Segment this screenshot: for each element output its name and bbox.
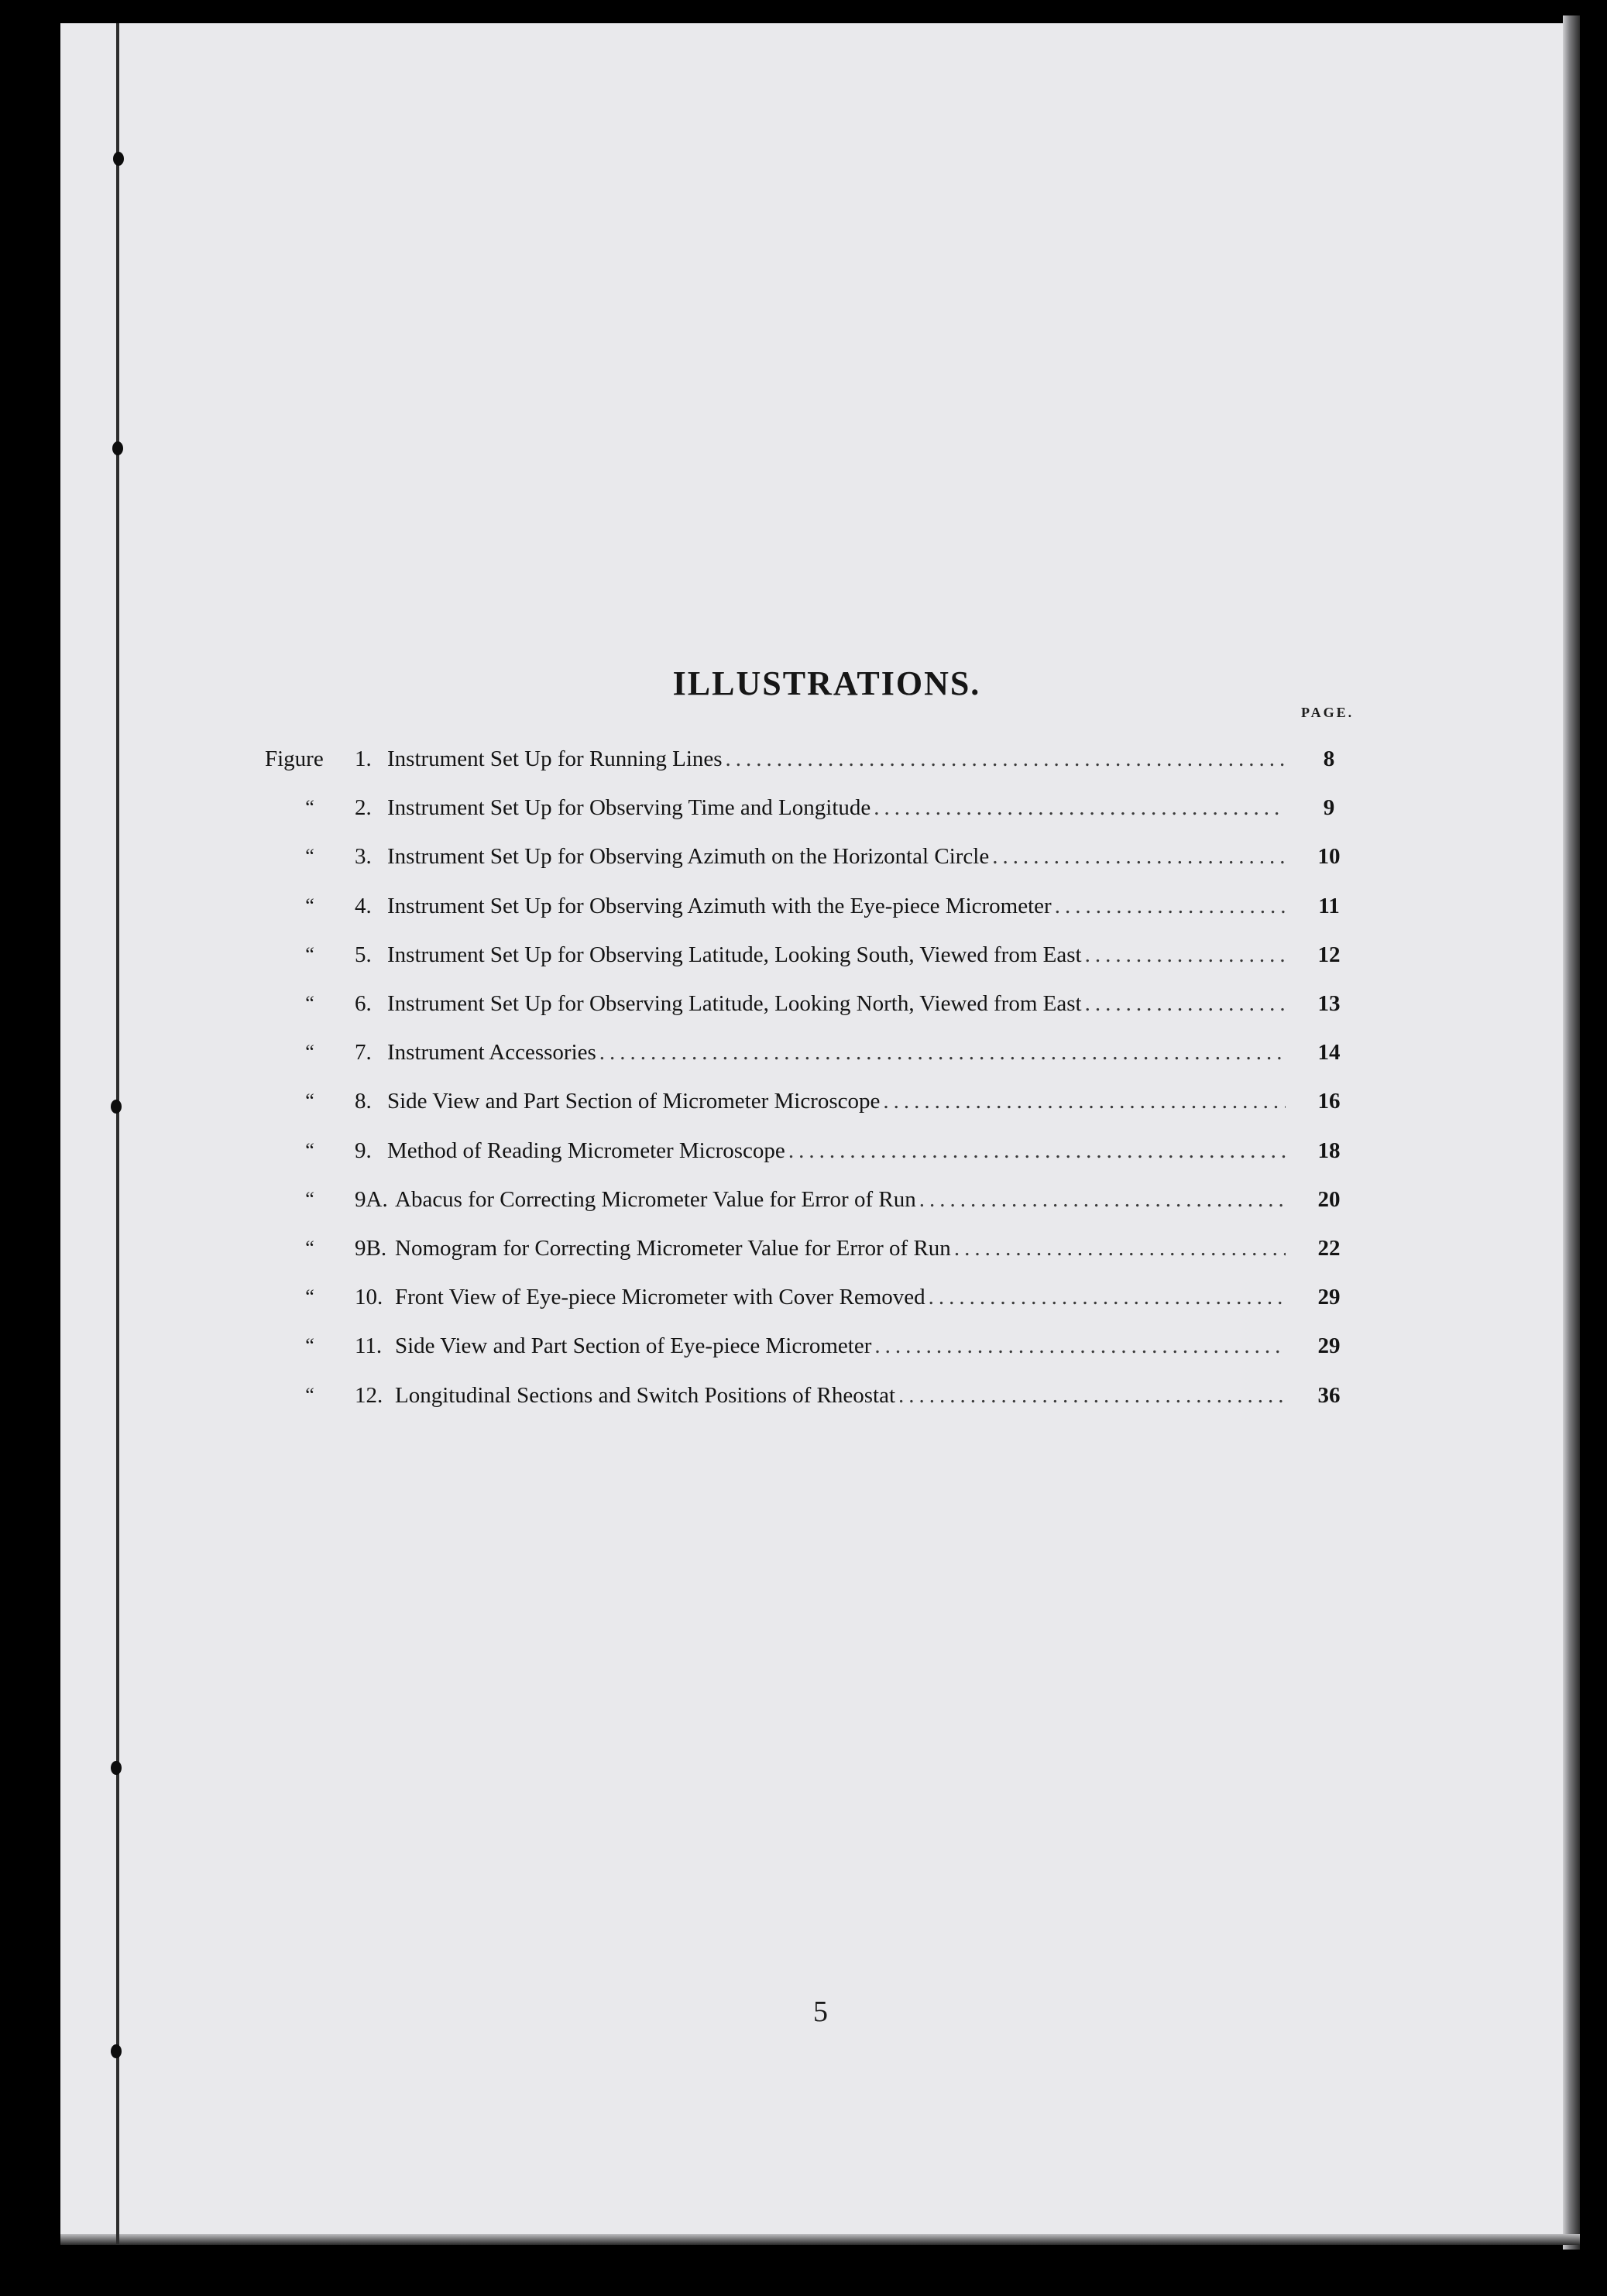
page-reference: 29 <box>1317 1333 1341 1359</box>
figure-caption: Instrument Accessories <box>387 1040 596 1066</box>
ditto-mark: “ <box>305 894 314 917</box>
ditto-mark: “ <box>305 1187 314 1210</box>
binding-mark <box>111 2044 122 2058</box>
dot-leader <box>954 1233 1286 1264</box>
figure-number: 5. <box>355 942 372 967</box>
list-item <box>0 1233 1607 1264</box>
figure-number: 8. <box>355 1089 372 1114</box>
binding-mark <box>113 152 124 166</box>
entry-line <box>387 1135 1286 1166</box>
page-reference: 20 <box>1317 1186 1341 1212</box>
page-title: ILLUSTRATIONS. <box>672 664 981 703</box>
figure-number: 12. <box>355 1382 383 1408</box>
page-reference: 22 <box>1317 1236 1341 1261</box>
dot-leader <box>1085 939 1286 970</box>
list-item <box>0 1135 1607 1166</box>
entry-line <box>395 1233 1286 1264</box>
dot-leader <box>874 1330 1286 1361</box>
ditto-mark: “ <box>305 1138 314 1162</box>
list-item <box>0 891 1607 921</box>
ditto-mark: “ <box>305 845 314 868</box>
figure-caption: Method of Reading Micrometer Microscope <box>387 1138 785 1163</box>
ditto-mark: “ <box>305 1334 314 1357</box>
dot-leader <box>874 792 1286 823</box>
figure-caption: Instrument Set Up for Observing Azimuth on the Horizontal Circle <box>387 844 990 870</box>
list-item <box>0 792 1607 823</box>
list-item <box>0 988 1607 1019</box>
dot-leader <box>726 743 1286 774</box>
ditto-mark: “ <box>305 1285 314 1309</box>
page-reference: 18 <box>1317 1138 1341 1163</box>
list-item <box>0 1086 1607 1117</box>
ditto-mark: “ <box>305 1237 314 1259</box>
figure-number: 9B. <box>355 1236 387 1261</box>
scanned-page <box>60 23 1563 2244</box>
figure-number: 10. <box>355 1285 383 1310</box>
entry-line <box>387 743 1286 774</box>
dot-leader <box>898 1380 1286 1411</box>
binding-mark <box>111 1761 122 1775</box>
ditto-mark: “ <box>305 1041 314 1064</box>
ditto-mark: “ <box>305 992 314 1014</box>
figure-number: 4. <box>355 893 372 918</box>
dot-leader <box>919 1184 1286 1215</box>
figure-number: 11. <box>355 1333 383 1359</box>
figure-caption: Instrument Set Up for Observing Azimuth with the Eye-piece Micrometer <box>387 893 1052 918</box>
page-reference: 11 <box>1318 893 1340 918</box>
ditto-mark: “ <box>305 1090 314 1113</box>
ditto-mark: “ <box>305 796 314 819</box>
list-item <box>0 1037 1607 1068</box>
figure-number: 6. <box>355 991 372 1016</box>
page-reference: 9 <box>1323 795 1335 821</box>
figure-caption: Longitudinal Sections and Switch Positions of Rheostat <box>395 1382 896 1408</box>
figure-number: 9. <box>355 1138 372 1163</box>
entry-line <box>387 1086 1286 1117</box>
figure-caption: Instrument Set Up for Observing Latitude, Looking South, Viewed from East <box>387 942 1082 967</box>
entry-line <box>387 988 1286 1019</box>
figure-caption: Instrument Set Up for Observing Latitude, Looking North, Viewed from East <box>387 991 1082 1016</box>
figure-caption: Side View and Part Section of Micrometer Microscope <box>387 1089 881 1114</box>
figure-number: 2. <box>355 795 372 821</box>
page-reference: 16 <box>1317 1089 1341 1114</box>
entry-line <box>387 841 1286 872</box>
figure-caption: Side View and Part Section of Eye-piece Micrometer <box>395 1333 872 1359</box>
figure-caption: Abacus for Correcting Micrometer Value for Error of Run <box>395 1186 916 1212</box>
page-column-heading: PAGE. <box>1301 705 1355 720</box>
entry-line <box>395 1184 1286 1215</box>
dot-leader <box>929 1282 1286 1313</box>
figure-caption: Instrument Set Up for Running Lines <box>387 746 723 771</box>
list-item <box>0 939 1607 970</box>
entry-line <box>395 1330 1286 1361</box>
page-reference: 14 <box>1317 1040 1341 1066</box>
entry-line <box>387 939 1286 970</box>
binding-mark <box>112 441 123 455</box>
ditto-mark: “ <box>305 1383 314 1406</box>
page-edge-right <box>1563 15 1580 2250</box>
entry-line <box>387 1037 1286 1068</box>
list-item <box>0 1330 1607 1361</box>
ditto-mark: “ <box>305 942 314 966</box>
dot-leader <box>1055 891 1286 921</box>
page-reference: 13 <box>1317 991 1341 1016</box>
figure-number: 7. <box>355 1040 372 1066</box>
dot-leader <box>599 1037 1286 1068</box>
page-reference: 8 <box>1323 746 1335 771</box>
list-item <box>0 841 1607 872</box>
entry-line <box>387 792 1286 823</box>
figure-number: 3. <box>355 844 372 870</box>
list-item <box>0 1282 1607 1313</box>
binding-gutter-line <box>116 23 119 2244</box>
entry-line <box>387 891 1286 921</box>
page-reference: 12 <box>1317 942 1341 967</box>
entry-line <box>395 1282 1286 1313</box>
dot-leader <box>1085 988 1286 1019</box>
figure-number: 9A. <box>355 1186 388 1212</box>
figure-caption: Instrument Set Up for Observing Time and Longitude <box>387 795 871 821</box>
figure-label: Figure <box>265 746 324 771</box>
page-edge-bottom <box>60 2234 1580 2245</box>
entry-line <box>395 1380 1286 1411</box>
dot-leader <box>883 1086 1286 1117</box>
figure-caption: Front View of Eye-piece Micrometer with Cover Removed <box>395 1285 925 1310</box>
page-reference: 36 <box>1317 1382 1341 1408</box>
figure-caption: Nomogram for Correcting Micrometer Value for Error of Run <box>395 1236 951 1261</box>
list-item <box>0 1184 1607 1215</box>
page-reference: 29 <box>1317 1285 1341 1310</box>
dot-leader <box>992 841 1286 872</box>
list-item <box>0 743 1607 774</box>
page-reference: 10 <box>1317 844 1341 870</box>
figure-number: 1. <box>355 746 372 771</box>
page-number: 5 <box>813 1996 828 2028</box>
dot-leader <box>788 1135 1286 1166</box>
list-item <box>0 1380 1607 1411</box>
